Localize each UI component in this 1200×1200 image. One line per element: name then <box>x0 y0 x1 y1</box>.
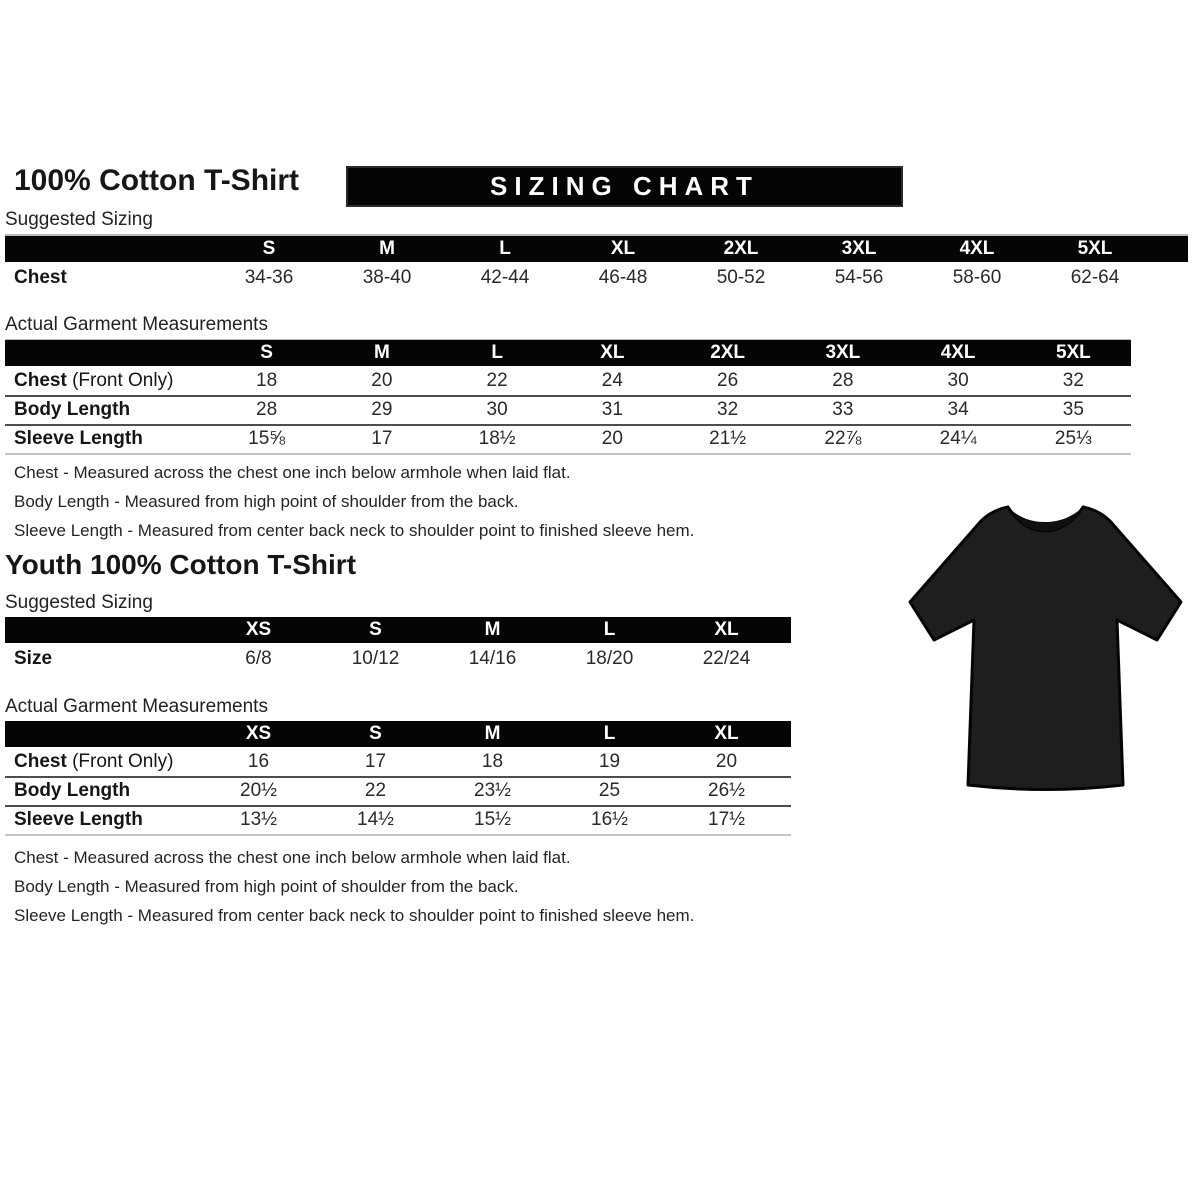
cell: 18½ <box>478 428 516 449</box>
cell: 30 <box>486 399 508 420</box>
row-label: Sleeve Length <box>14 428 143 449</box>
cell: 25 <box>598 780 621 801</box>
column-header: M <box>484 619 501 640</box>
column-header: 3XL <box>841 238 877 259</box>
table-row-body-length <box>5 396 1131 426</box>
cell: 26½ <box>708 780 745 801</box>
cell: 17½ <box>708 809 745 830</box>
cell: 21½ <box>709 428 747 449</box>
cell: 42-44 <box>480 267 530 288</box>
cell: 10/12 <box>351 648 400 669</box>
table-row-size <box>5 644 785 674</box>
sizing-chart-banner: SIZING CHART <box>346 166 903 207</box>
column-header: 2XL <box>710 342 746 363</box>
column-header: 5XL <box>1055 342 1091 363</box>
table-row-chest <box>5 263 1154 293</box>
column-header: XL <box>610 238 636 259</box>
adult-measurement-notes <box>14 458 694 545</box>
cell: 18 <box>481 751 504 772</box>
row-label-main: Chest <box>14 370 67 391</box>
cell: 54-56 <box>834 267 884 288</box>
cell: 28 <box>256 399 278 420</box>
row-label: Body Length <box>14 780 131 801</box>
column-header: 4XL <box>940 342 976 363</box>
table-row-sleeve-length <box>5 806 791 836</box>
table-row-chest-front-only <box>5 748 791 778</box>
column-header: 3XL <box>825 342 861 363</box>
table-row-chest-front-only <box>5 367 1131 397</box>
column-header: S <box>262 238 276 259</box>
cell: 30 <box>947 370 969 391</box>
column-header: L <box>603 723 616 744</box>
cell: 18/20 <box>585 648 634 669</box>
cell: 26 <box>717 370 739 391</box>
adult-suggested-sizing-label: Suggested Sizing <box>5 209 1188 236</box>
column-header: XL <box>714 723 739 744</box>
column-header: M <box>373 342 390 363</box>
cell: 14/16 <box>468 648 517 669</box>
youth-actual-header-row <box>5 721 791 747</box>
cell: 19 <box>598 751 621 772</box>
youth-suggested-sizing-label: Suggested Sizing <box>5 592 791 619</box>
cell: 35 <box>1062 399 1084 420</box>
cell: 34 <box>947 399 969 420</box>
cell: 38-40 <box>362 267 412 288</box>
cell: 16 <box>247 751 270 772</box>
column-header: S <box>260 342 273 363</box>
cell: 31 <box>601 399 623 420</box>
cell: 46-48 <box>598 267 648 288</box>
youth-suggested-header-row <box>5 617 791 643</box>
table-row-body-length <box>5 777 791 807</box>
row-label: Body Length <box>14 399 131 420</box>
column-header: M <box>484 723 501 744</box>
note-body-length: Body Length - Measured from high point of shoulder from the back. <box>14 877 519 896</box>
column-header: XS <box>245 723 272 744</box>
column-header: L <box>603 619 616 640</box>
tshirt-image <box>898 482 1193 807</box>
cell: 22⅞ <box>824 428 862 449</box>
row-label <box>5 751 200 773</box>
tshirt-body-shape <box>910 507 1181 790</box>
note-sleeve-length: Sleeve Length - Measured from center back neck to shoulder point to finished sleeve hem. <box>14 521 695 540</box>
cell: 22 <box>364 780 387 801</box>
adult-actual-measurements-label: Actual Garment Measurements <box>5 314 1131 341</box>
youth-measurement-notes <box>14 843 694 930</box>
note-sleeve-length: Sleeve Length - Measured from center back neck to shoulder point to finished sleeve hem. <box>14 906 695 925</box>
cell: 13½ <box>240 809 277 830</box>
column-header: S <box>369 723 382 744</box>
youth-section-title: Youth 100% Cotton T-Shirt <box>5 549 357 580</box>
note-chest: Chest - Measured across the chest one inch below armhole when laid flat. <box>14 848 571 867</box>
column-header: S <box>369 619 382 640</box>
cell: 28 <box>832 370 854 391</box>
cell: 62-64 <box>1070 267 1120 288</box>
cell: 22/24 <box>702 648 751 669</box>
adult-suggested-header-row <box>5 236 1188 262</box>
column-header: XL <box>600 342 625 363</box>
row-label <box>5 370 209 392</box>
column-header: L <box>499 238 511 259</box>
cell: 23½ <box>474 780 511 801</box>
cell: 6/8 <box>245 648 272 669</box>
note-body-length: Body Length - Measured from high point of shoulder from the back. <box>14 492 519 511</box>
cell: 29 <box>371 399 393 420</box>
cell: 17 <box>371 428 393 449</box>
cell: 34-36 <box>244 267 294 288</box>
cell: 20½ <box>240 780 277 801</box>
cell: 32 <box>1062 370 1084 391</box>
column-header: L <box>491 342 503 363</box>
row-label: Size <box>14 648 53 669</box>
row-label-suffix: (Front Only) <box>66 370 174 391</box>
cell: 20 <box>601 428 623 449</box>
row-label: Sleeve Length <box>14 809 143 830</box>
cell: 24 <box>601 370 623 391</box>
cell: 22 <box>486 370 508 391</box>
cell: 15⅝ <box>248 428 286 449</box>
cell: 25⅓ <box>1054 428 1092 449</box>
column-header: M <box>379 238 395 259</box>
column-header: XL <box>714 619 739 640</box>
column-header: 2XL <box>723 238 759 259</box>
cell: 16½ <box>591 809 628 830</box>
cell: 32 <box>717 399 739 420</box>
cell: 15½ <box>474 809 511 830</box>
table-row-sleeve-length <box>5 425 1131 455</box>
row-label-suffix: (Front Only) <box>66 751 174 772</box>
cell: 20 <box>371 370 393 391</box>
column-header: 4XL <box>959 238 995 259</box>
cell: 20 <box>715 751 738 772</box>
cell: 50-52 <box>716 267 766 288</box>
row-label-main: Chest <box>14 751 67 772</box>
column-header: 5XL <box>1077 238 1113 259</box>
cell: 58-60 <box>952 267 1002 288</box>
youth-actual-measurements-label: Actual Garment Measurements <box>5 696 791 723</box>
column-header: XS <box>245 619 272 640</box>
page-title: 100% Cotton T-Shirt <box>14 164 300 197</box>
note-chest: Chest - Measured across the chest one inch below armhole when laid flat. <box>14 463 571 482</box>
cell: 17 <box>364 751 387 772</box>
adult-actual-header-row <box>5 340 1131 366</box>
cell: 18 <box>256 370 278 391</box>
row-label: Chest <box>14 267 67 288</box>
cell: 14½ <box>357 809 394 830</box>
cell: 24¼ <box>939 428 977 449</box>
cell: 33 <box>832 399 854 420</box>
